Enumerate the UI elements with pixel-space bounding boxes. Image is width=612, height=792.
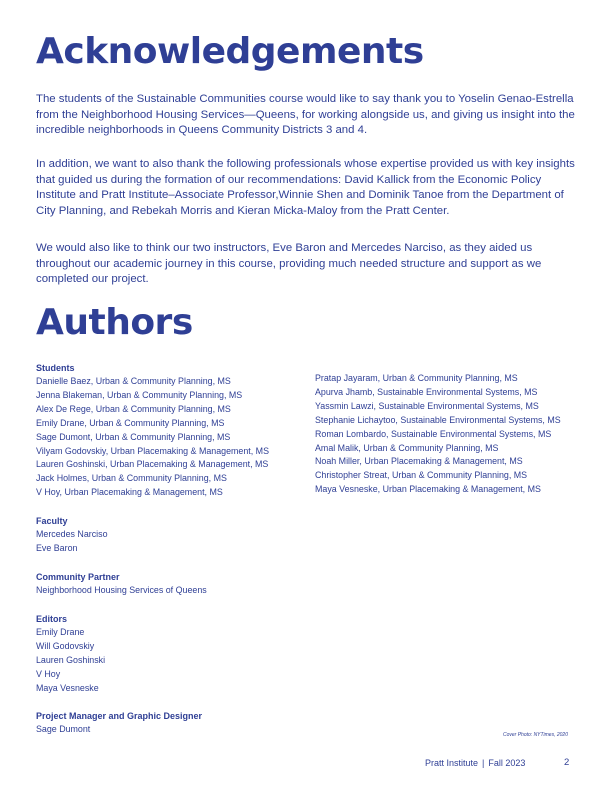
footer xyxy=(425,758,525,768)
student-entry: Lauren Goshinski, Urban Placemaking & Management, MS xyxy=(36,459,269,470)
faculty-entry: Eve Baron xyxy=(36,542,78,553)
editor-entry: Lauren Goshinski xyxy=(36,654,106,665)
authors-title: Authors xyxy=(36,302,193,343)
page-title: Acknowledgements xyxy=(36,31,424,72)
editor-entry: Emily Drane xyxy=(36,627,85,637)
editor-entry: Will Godovskiy xyxy=(36,640,95,651)
student-entry: Christopher Streat, Urban & Community Planning, MS xyxy=(315,470,528,481)
acknowledgements-paragraph: The students of the Sustainable Communities course would like to say thank you to Yoselin Genao-Estrella from the Neighborhood Housing Services—Queens, for working alongside us, and giving us insight into the incredible neighborhoods in Queens Community Districts 3 and 4. xyxy=(36,93,575,136)
student-entry: Yassmin Lawzi, Sustainable Environmental Systems, MS xyxy=(315,400,539,411)
page-number: 2 xyxy=(564,757,570,768)
student-entry: Maya Vesneske, Urban Placemaking & Management, MS xyxy=(315,484,541,495)
students-list-left xyxy=(36,375,269,500)
student-entry: Jenna Blakeman, Urban & Community Planning, MS xyxy=(36,389,243,400)
faculty-heading: Faculty xyxy=(36,516,68,526)
student-entry: Sage Dumont, Urban & Community Planning, MS xyxy=(36,431,231,442)
cover-photo-credit: Cover Photo: NYTimes, 2020 xyxy=(503,732,568,738)
student-entry: Noah Miller, Urban Placemaking & Management, MS xyxy=(315,456,523,467)
acknowledgements-paragraph: We would also like to think our two instructors, Eve Baron and Mercedes Narciso, as they aided us throughout our academic journey in this course, providing much needed structure and support as we completed our project. xyxy=(36,242,542,285)
student-entry: Alex De Rege, Urban & Community Planning, MS xyxy=(36,403,231,414)
footer-term: Fall 2023 xyxy=(488,758,526,768)
editors-heading: Editors xyxy=(36,614,68,624)
community-partner-heading: Community Partner xyxy=(36,572,120,582)
student-entry: Stephanie Lichaytoo, Sustainable Environmental Systems, MS xyxy=(315,414,561,425)
student-entry: Roman Lombardo, Sustainable Environmental Systems, MS xyxy=(315,428,552,439)
student-entry: Danielle Baez, Urban & Community Planning, MS xyxy=(36,376,231,386)
editor-entry: Maya Vesneske xyxy=(36,682,99,693)
student-entry: Amal Malik, Urban & Community Planning, MS xyxy=(315,442,499,453)
project-manager-heading: Project Manager and Graphic Designer xyxy=(36,711,203,721)
faculty-entry: Mercedes Narciso xyxy=(36,529,108,539)
community-partner-list xyxy=(36,584,207,598)
student-entry: Pratap Jayaram, Urban & Community Planning, MS xyxy=(315,373,518,383)
project-manager-list xyxy=(36,723,90,737)
student-entry: Apurva Jhamb, Sustainable Environmental Systems, MS xyxy=(315,386,538,397)
footer-separator: | xyxy=(482,758,485,768)
editor-entry: V Hoy xyxy=(36,668,61,679)
footer-institution: Pratt Institute xyxy=(425,758,479,768)
student-entry: Vilyam Godovskiy, Urban Placemaking & Management, MS xyxy=(36,445,269,456)
student-entry: Jack Holmes, Urban & Community Planning, MS xyxy=(36,473,227,484)
acknowledgements-paragraph: In addition, we want to also thank the following professionals whose expertise provided us with key insights that guided us during the formation of our recommendations: David Kallick from the Economic Policy Institute and Pratt Institute–Associate Professor,Winnie Shen and Dominik Tanoe from the Department of City Planning, and Rebekah Morris and Kieran Micka-Maloy from the Pratt Center. xyxy=(36,158,575,217)
editors-list xyxy=(36,626,105,696)
faculty-list xyxy=(36,528,108,556)
project-manager-entry: Sage Dumont xyxy=(36,724,91,734)
student-entry: V Hoy, Urban Placemaking & Management, MS xyxy=(36,487,223,498)
students-list-right xyxy=(315,372,561,497)
community-partner-entry: Neighborhood Housing Services of Queens xyxy=(36,585,207,595)
students-heading: Students xyxy=(36,363,75,373)
student-entry: Emily Drane, Urban & Community Planning, MS xyxy=(36,417,225,428)
